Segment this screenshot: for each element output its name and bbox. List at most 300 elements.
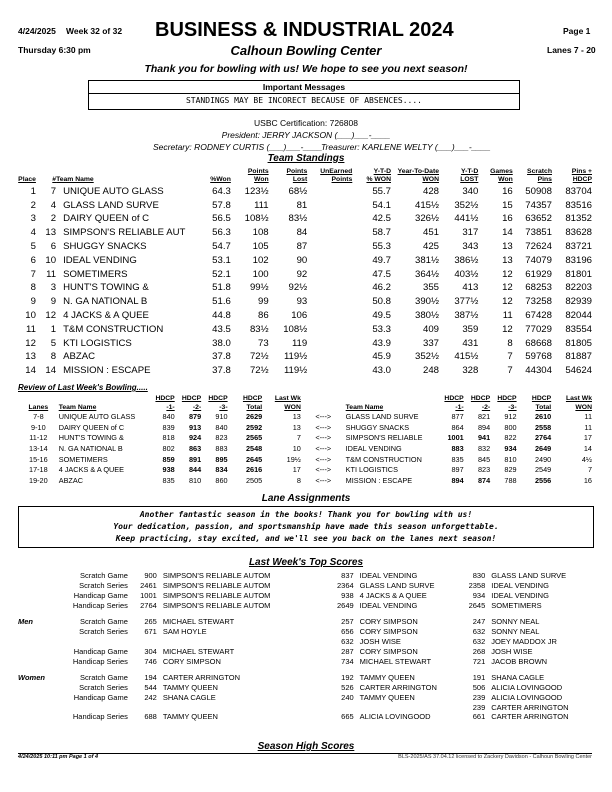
top-score-cell: 2645 [468, 600, 486, 610]
top-score-cell: TAMMY QUEEN [359, 692, 415, 702]
standings-cell: 99 [257, 296, 269, 308]
standings-cell: 83704 [565, 185, 592, 197]
standings-cell: 13 [502, 254, 513, 266]
standings-cell: 11 [46, 268, 57, 280]
footer-left: 4/24/2025 10:11 pm Page 1 of 4 [18, 754, 98, 760]
standings-cell: 380½ [414, 309, 439, 321]
review-cell: <---> [315, 443, 332, 453]
top-score-cell: 734 [341, 656, 354, 666]
top-score-cell: MICHAEL STEWART [162, 646, 235, 656]
standings-cell: 83½ [288, 213, 308, 225]
review-cell: 894 [477, 422, 491, 432]
table-row [18, 240, 592, 254]
review-cell: 15-16 [29, 454, 48, 464]
standings-cell: 83554 [565, 323, 592, 335]
review-cell: 17-18 [29, 465, 48, 475]
standings-cell [307, 185, 352, 199]
standings-header-row [18, 168, 592, 185]
standings-cell: 73258 [525, 296, 552, 308]
review-cell: 840 [215, 422, 228, 432]
standings-cell: 92½ [288, 282, 308, 294]
review-cell: 863 [188, 443, 202, 453]
standings-cell: 8 [507, 337, 513, 349]
review-cell: <---> [315, 454, 332, 464]
review-cell: 879 [188, 412, 202, 422]
standings-cell: 14 [45, 365, 57, 377]
standings-cell: 83721 [565, 241, 592, 252]
top-score-cell: CORY SIMPSON [162, 656, 221, 666]
standings-cell: 73 [257, 337, 269, 349]
standings-cell: 63652 [525, 213, 552, 225]
table-row [18, 412, 592, 423]
review-cell: 13 [292, 422, 301, 432]
bowling-center: Calhoun Bowling Center [230, 43, 382, 58]
standings-cell: 47.5 [372, 268, 391, 280]
column-header: HDCP -2- [181, 395, 202, 411]
review-cell: 912 [504, 412, 517, 422]
review-cell: 19½ [286, 454, 301, 464]
top-score-cell: Scratch Game [79, 672, 128, 682]
standings-cell: 44304 [525, 365, 552, 377]
group-label [18, 591, 49, 601]
standings-cell: 72½ [249, 351, 269, 363]
review-cell: 2490 [534, 454, 552, 464]
standings-cell: 49.5 [372, 309, 391, 321]
top-score-cell: SONNY NEAL [491, 626, 540, 636]
top-score-cell: GLASS LAND SURVE [491, 571, 567, 580]
standings-cell: IDEAL VENDING [63, 254, 137, 266]
standings-cell: 12 [502, 268, 513, 280]
top-score-cell: Handicap Game [73, 646, 128, 656]
top-score-cell: ALICIA LOVINGOOD [491, 692, 563, 702]
standings-cell: 119½ [283, 351, 308, 363]
table-row [18, 350, 592, 364]
standings-cell: 53.1 [212, 254, 231, 266]
standings-cell: 68668 [525, 337, 552, 349]
standings-cell: 352½ [414, 351, 439, 363]
standings-cell: 11 [25, 323, 36, 335]
standings-cell: 7 [50, 185, 57, 197]
standings-cell: 54624 [565, 365, 592, 377]
standings-cell: 83516 [565, 199, 592, 211]
review-cell: DAIRY QUEEN of C [58, 422, 125, 432]
standings-cell: 83628 [565, 227, 592, 239]
review-cell: 10 [292, 443, 301, 453]
table-row [18, 476, 592, 487]
review-cell: 11 [584, 422, 592, 432]
standings-cell: 83196 [565, 254, 592, 266]
standings-cell: 55.3 [372, 241, 391, 252]
review-cell: 910 [215, 412, 228, 422]
review-cell: 19-20 [29, 475, 48, 485]
standings-cell: 13 [25, 351, 36, 363]
standings-cell: 415½ [414, 199, 439, 211]
review-cell: 844 [188, 465, 202, 475]
standings-cell: 12 [45, 309, 57, 321]
table-row [18, 185, 592, 199]
top-score-cell: JOSH WISE [491, 646, 533, 656]
review-cell: UNIQUE AUTO GLASS [58, 412, 136, 422]
review-cell: 864 [451, 422, 464, 432]
lane-assignments-title: Lane Assignments [261, 493, 351, 504]
top-score-cell: 632 [472, 626, 486, 636]
column-header: HDCP -3- [497, 395, 517, 411]
review-cell: SHUGGY SNACKS [345, 422, 410, 432]
review-cell: 2649 [534, 443, 552, 453]
top-score-cell: SONNY NEAL [491, 616, 540, 626]
top-score-cell: 2461 [140, 580, 157, 590]
review-cell: KTI LOGISTICS [345, 465, 398, 475]
review-cell: 2548 [245, 443, 263, 453]
standings-cell: 343 [462, 241, 479, 252]
table-row [18, 465, 592, 476]
top-score-cell: Handicap Series [72, 656, 128, 666]
review-cell: 2629 [245, 412, 263, 422]
review-cell: MISSION : ESCAPE [345, 475, 413, 485]
review-cell: 2592 [245, 422, 263, 432]
review-cell: 11-12 [29, 433, 48, 443]
standings-cell: 7 [30, 268, 36, 280]
review-cell: 11 [584, 412, 592, 422]
review-cell: 823 [477, 465, 491, 475]
standings-cell: 68253 [525, 282, 552, 294]
review-cell: 840 [162, 412, 175, 422]
top-score-cell: ALICIA LOVINGOOD [359, 712, 431, 722]
review-cell: HUNT'S TOWING & [58, 433, 124, 443]
table-row [18, 581, 592, 591]
top-score-cell: Scratch Game [79, 571, 128, 580]
review-cell: 7 [296, 433, 301, 443]
standings-cell: 42.5 [372, 213, 391, 225]
standings-cell: 428 [422, 185, 439, 197]
standings-cell: 14 [25, 365, 36, 377]
standings-cell: 56.5 [212, 213, 231, 225]
review-cell: 818 [162, 433, 175, 443]
top-score-cell: 247 [472, 616, 486, 626]
standings-cell: 340 [462, 185, 479, 197]
page-label: Page 1 [563, 26, 591, 36]
standings-cell: 83½ [249, 323, 269, 335]
top-score-cell: 257 [341, 616, 354, 626]
table-row [18, 268, 592, 282]
top-score-cell: 544 [144, 682, 157, 692]
column-header: UnEarned Points [320, 168, 353, 184]
standings-cell: 55.7 [372, 185, 391, 197]
review-cell: N. GA NATIONAL B [58, 443, 123, 453]
review-header-row [18, 395, 592, 412]
top-scores-title: Last Week's Top Scores [248, 557, 364, 568]
review-cell: 934 [504, 443, 517, 453]
review-cell: 2505 [245, 475, 263, 485]
column-header: HDCP Total [531, 395, 552, 411]
top-score-cell: IDEAL VENDING [491, 580, 549, 590]
top-score-cell: 506 [472, 682, 486, 692]
top-score-cell: SOMETIMERS [491, 600, 542, 610]
top-score-cell: 934 [472, 590, 486, 600]
standings-cell: 108½ [283, 323, 308, 335]
standings-cell: 99½ [249, 282, 269, 294]
review-cell: 802 [162, 443, 175, 453]
top-score-cell: SHANA CAGLE [491, 672, 545, 682]
review-cell: 17 [292, 465, 301, 475]
top-score-cell: CARTER ARRINGTON [162, 672, 241, 682]
column-header: HDCP -1- [444, 395, 464, 411]
column-header: Team Name [345, 403, 384, 411]
standings-cell: 37.8 [212, 351, 231, 363]
group-label [18, 647, 49, 657]
standings-cell: 74079 [525, 254, 552, 266]
top-score-cell [157, 637, 333, 647]
day-time: Thursday 6:30 pm [18, 45, 91, 55]
top-score-cell: 4 JACKS & A QUEE [359, 590, 427, 600]
standings-cell: 425 [422, 241, 439, 252]
table-row [18, 693, 592, 703]
top-score-cell: CORY SIMPSON [359, 646, 418, 656]
standings-cell: 108½ [244, 213, 269, 225]
usbc-cert: USBC Certification: 726808 [254, 118, 358, 128]
standings-cell: 43.9 [372, 337, 391, 349]
standings-cell: 84 [296, 227, 308, 239]
top-score-cell: 746 [144, 656, 157, 666]
standings-cell: 45.9 [372, 351, 391, 363]
top-score-cell: 837 [341, 571, 354, 580]
standings-cell: 51.8 [212, 282, 231, 294]
top-score-cell [130, 637, 157, 647]
top-score-cell [333, 703, 354, 713]
standings-cell: 46.2 [372, 282, 391, 294]
top-score-cell: IDEAL VENDING [359, 571, 418, 580]
season-high-title: Season High Scores [257, 741, 355, 752]
table-row [18, 337, 592, 351]
top-score-cell: 656 [341, 626, 354, 636]
standings-cell: 43.5 [212, 323, 231, 335]
standings-cell: 72624 [525, 241, 552, 252]
review-cell: 821 [477, 412, 491, 422]
footer-right: BLS-2025/AS 37.04.12 licensed to Zackery Davidson - Calhoun Bowling Center [398, 754, 592, 760]
standings-cell: 53.3 [372, 323, 391, 335]
top-score-cell: 242 [144, 692, 157, 702]
standings-cell: 7 [507, 351, 513, 363]
table-row [18, 455, 592, 466]
table-row [18, 683, 592, 693]
review-cell: 859 [162, 454, 175, 464]
standings-cell: 90 [296, 254, 308, 266]
column-header: Place [18, 176, 36, 184]
standings-cell: 10 [25, 309, 36, 321]
top-score-cell: 304 [144, 646, 157, 656]
standings-cell: MISSION : ESCAPE [63, 365, 151, 377]
week-label: Week 32 of 32 [66, 26, 123, 36]
standings-cell [307, 337, 352, 351]
standings-cell: 72½ [249, 365, 269, 377]
standings-cell: 337 [422, 337, 439, 349]
lane-message-line: Your dedication, passion, and sportsmanship have made this season unforgettable. [113, 522, 499, 532]
top-score-cell: TAMMY QUEEN [162, 682, 218, 692]
top-score-cell: CARTER ARRINGTON [491, 702, 569, 712]
standings-cell: GLASS LAND SURVE [63, 199, 159, 211]
standings-cell: 54.1 [372, 199, 391, 211]
review-cell: 16 [583, 475, 592, 485]
standings-cell: 5 [50, 337, 57, 349]
top-score-cell: IDEAL VENDING [359, 600, 418, 610]
review-cell: 834 [215, 465, 228, 475]
president: President: JERRY JACKSON (___)___-____ [221, 130, 391, 140]
top-score-cell: 239 [472, 702, 486, 712]
secretary: Secretary: RODNEY CURTIS (___)___-____ [153, 142, 323, 152]
standings-cell [307, 295, 352, 309]
standings-cell: 86 [257, 309, 269, 321]
top-score-cell: 239 [472, 692, 486, 702]
column-header [301, 395, 346, 412]
standings-cell: 248 [422, 365, 439, 377]
standings-cell: 74357 [525, 199, 552, 211]
top-score-cell: 265 [144, 616, 157, 626]
review-cell: 2549 [534, 465, 552, 475]
standings-cell: 37.8 [212, 365, 231, 377]
standings-cell: 12 [502, 296, 513, 308]
column-header: Last Wk WON [565, 395, 592, 411]
column-header: Games Won [490, 168, 513, 184]
standings-cell [307, 199, 352, 213]
review-cell: 2764 [534, 433, 552, 443]
top-score-cell: Scratch Series [79, 682, 128, 692]
league-title: BUSINESS & INDUSTRIAL 2024 [155, 19, 454, 41]
top-score-cell: 1001 [140, 590, 157, 600]
standings-cell: 44.8 [212, 309, 231, 321]
standings-cell [307, 364, 352, 378]
review-cell: IDEAL VENDING [345, 443, 402, 453]
standings-cell: 54.7 [212, 241, 231, 252]
standings-cell: 12 [25, 337, 36, 349]
thank-you-line: Thank you for bowling with us! We hope to see you next season! [144, 63, 468, 75]
top-score-cell [354, 703, 462, 713]
standings-cell: 82203 [565, 282, 592, 294]
standings-cell: 8 [50, 351, 57, 363]
column-header: Last Wk WON [274, 395, 301, 411]
review-cell: 883 [451, 443, 464, 453]
review-cell: SOMETIMERS [58, 454, 108, 464]
standings-cell: 377½ [454, 296, 479, 308]
column-header: Pins + HDCP [571, 168, 592, 184]
standings-cell: 38.0 [212, 337, 231, 349]
table-row [18, 423, 592, 434]
top-score-cell: 938 [341, 590, 354, 600]
review-cell: <---> [315, 433, 332, 443]
standings-cell: 387½ [454, 309, 479, 321]
table-row [18, 601, 592, 611]
top-score-cell: SIMPSON'S RELIABLE AUTOM [162, 580, 271, 590]
standings-cell [307, 212, 352, 226]
review-title: Review of Last Week's Bowling..... [18, 383, 148, 392]
standings-cell: SHUGGY SNACKS [63, 241, 147, 252]
top-score-cell: 2364 [336, 580, 354, 590]
top-score-cell: CARTER ARRINGTON [491, 712, 569, 722]
messages-divider [89, 93, 519, 94]
standings-cell: 49.7 [372, 254, 391, 266]
standings-cell: 413 [462, 282, 479, 294]
column-header: %Won [210, 176, 231, 184]
top-score-cell: SHANA CAGLE [162, 692, 216, 702]
review-cell: 897 [451, 465, 464, 475]
standings-cell: 43.0 [372, 365, 391, 377]
standings-cell: 364½ [414, 268, 439, 280]
standings-cell: 77029 [525, 323, 552, 335]
review-cell: 832 [477, 443, 491, 453]
top-score-cell [49, 703, 130, 713]
standings-cell [307, 350, 352, 364]
standings-cell [307, 268, 352, 282]
table-row [18, 627, 592, 637]
table-row [18, 657, 592, 667]
top-score-cell: 2764 [140, 600, 157, 610]
top-score-cell: 268 [472, 646, 486, 656]
standings-cell: 102 [252, 254, 269, 266]
review-cell: 874 [477, 475, 491, 485]
top-score-cell: TAMMY QUEEN [162, 712, 218, 722]
standings-cell: 93 [296, 296, 308, 308]
review-cell: GLASS LAND SURVE [345, 412, 419, 422]
standings-title: Team Standings [267, 153, 345, 164]
report-date: 4/24/2025 [18, 26, 56, 36]
messages-text: STANDINGS MAY BE INCORECT BECAUSE OF ABSENCES.... [185, 96, 422, 105]
review-cell: T&M CONSTRUCTION [345, 454, 422, 464]
standings-cell: 328 [462, 365, 479, 377]
top-score-cell: SIMPSON'S RELIABLE AUTOM [162, 600, 271, 610]
top-score-cell: 192 [341, 672, 354, 682]
standings-cell: 352½ [454, 199, 479, 211]
review-cell: 13 [292, 412, 301, 422]
table-row [18, 309, 592, 323]
table-row [18, 254, 592, 268]
top-score-cell [130, 703, 157, 713]
table-row [18, 571, 592, 581]
group-label [18, 637, 49, 647]
top-score-cell: 900 [144, 571, 157, 580]
review-cell: 2610 [534, 412, 552, 422]
review-cell: 877 [451, 412, 464, 422]
lanes-label: Lanes 7 - 20 [547, 45, 596, 55]
review-cell: 835 [451, 454, 464, 464]
review-cell: 839 [162, 422, 175, 432]
treasurer: Treasurer: KARLENE WELTY (___)___-____ [321, 142, 491, 152]
standings-cell: 106 [291, 309, 308, 321]
standings-cell: 3 [50, 282, 57, 294]
standings-cell [307, 323, 352, 337]
column-header: Scratch Pins [527, 168, 552, 184]
review-cell: 17 [583, 433, 592, 443]
column-header: Y-T-D % WON [366, 168, 391, 184]
standings-cell: 386½ [454, 254, 479, 266]
top-score-cell: MICHAEL STEWART [162, 616, 235, 626]
standings-cell: 73851 [525, 227, 552, 239]
group-label: Women [18, 672, 45, 682]
group-label: Men [18, 616, 33, 626]
review-cell: 883 [215, 443, 228, 453]
standings-cell: 12 [502, 282, 513, 294]
top-score-cell [49, 637, 130, 647]
table-row [18, 712, 592, 722]
review-cell: 2565 [245, 433, 263, 443]
review-cell: 822 [504, 433, 517, 443]
review-cell: 2616 [245, 465, 263, 475]
standings-cell: 61929 [525, 268, 552, 280]
top-score-cell: 665 [341, 712, 354, 722]
standings-cell: 415½ [454, 351, 479, 363]
standings-cell: 81352 [565, 213, 592, 225]
review-cell: 2558 [534, 422, 552, 432]
group-label [18, 683, 49, 693]
review-cell: 7 [587, 465, 592, 475]
